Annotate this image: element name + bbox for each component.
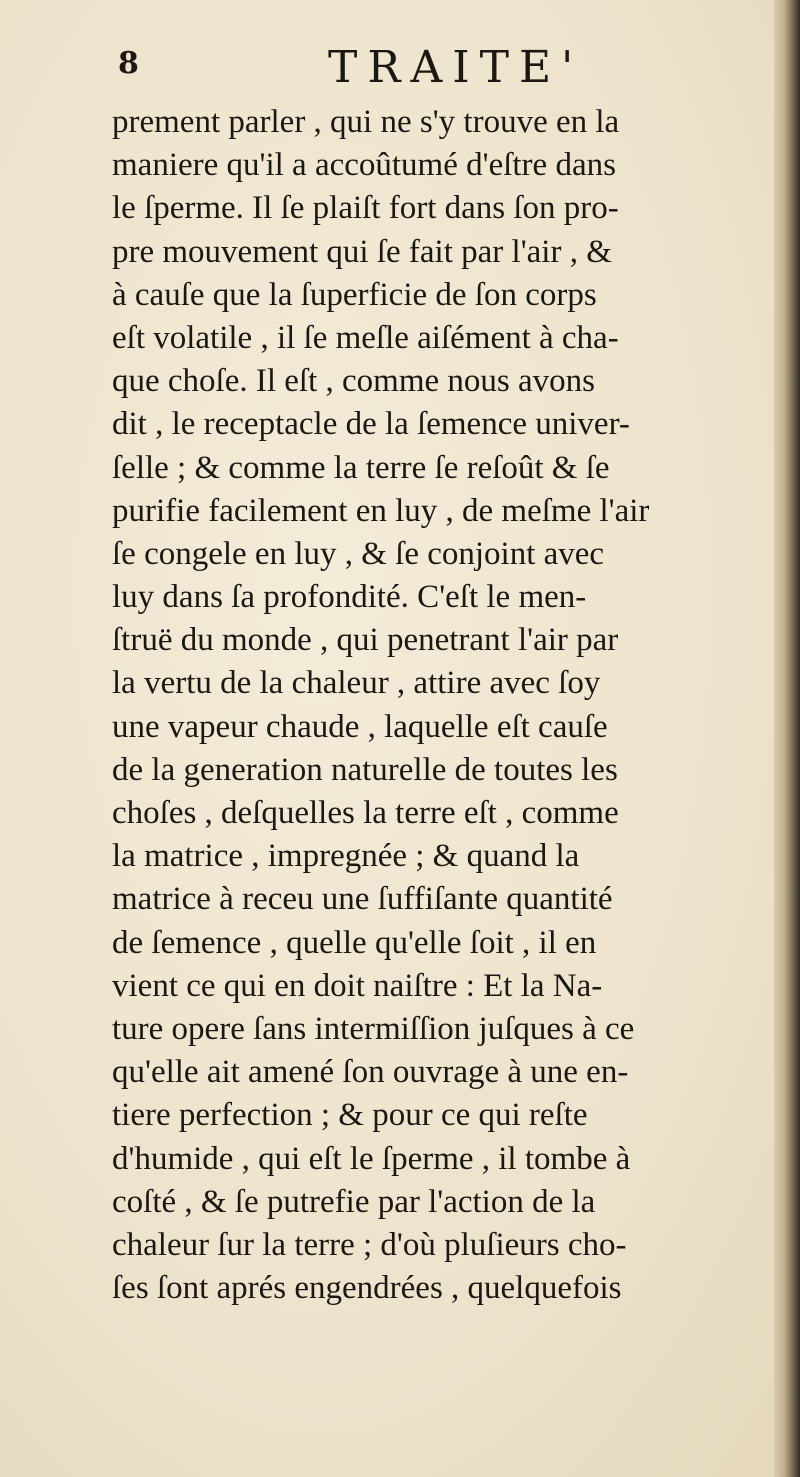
- text-line: maniere qu'il a accoûtumé d'eſtre dans: [112, 147, 616, 184]
- text-line: à cauſe que la ſuperficie de ſon corps: [112, 276, 597, 313]
- text-line: que choſe. Il eſt , comme nous avons: [112, 363, 595, 400]
- text-line: choſes , deſquelles la terre eſt , comme: [112, 795, 619, 831]
- text-line: vient ce qui en doit naiſtre : Et la Na-: [112, 967, 603, 1004]
- text-line: d'humide , qui eſt le ſperme , il tombe à: [112, 1140, 631, 1177]
- text-line: de ſemence , quelle qu'elle ſoit , il en: [112, 924, 597, 961]
- running-title: TRAITE': [328, 42, 584, 93]
- text-line: ture opere ſans intermiſſion juſques à ce: [112, 1010, 635, 1047]
- text-line: la vertu de la chaleur , attire avec ſoy: [112, 665, 601, 702]
- text-line: luy dans ſa profondité. C'eſt le men-: [112, 579, 587, 616]
- page-number: 8: [118, 46, 139, 81]
- text-line: tiere perfection ; & pour ce qui reſte: [112, 1097, 588, 1134]
- text-line: dit , le receptacle de la ſemence univer-: [112, 406, 630, 443]
- text-line: la matrice , impregnée ; & quand la: [112, 838, 580, 875]
- text-line: qu'elle ait amené ſon ouvrage à une en-: [112, 1054, 629, 1091]
- text-line: coſté , & ſe putrefie par l'action de la: [112, 1183, 596, 1220]
- text-line: eſt volatile , il ſe meſle aiſément à cha-: [112, 319, 619, 356]
- text-line: chaleur ſur la terre ; d'où pluſieurs cho-: [112, 1226, 627, 1263]
- text-line: une vapeur chaude , laquelle eſt cauſe: [112, 708, 608, 745]
- text-line: ſes ſont aprés engendrées , quelquefois: [112, 1270, 622, 1307]
- text-line: ſe congele en luy , & ſe conjoint avec: [112, 535, 605, 572]
- text-line: matrice à receu une ſuffiſante quantité: [112, 881, 613, 918]
- book-gutter-shadow: [774, 0, 800, 1477]
- text-line: ſtruë du monde , qui penetrant l'air par: [112, 622, 619, 659]
- text-line: ſelle ; & comme la terre ſe reſoût & ſe: [112, 449, 610, 486]
- text-line: prement parler , qui ne s'y trouve en la: [112, 104, 620, 140]
- text-line: pre mouvement qui ſe fait par l'air , &: [112, 233, 612, 270]
- text-line: de la generation naturelle de toutes les: [112, 751, 618, 788]
- page-header: [118, 42, 758, 98]
- text-line: purifie facilement en luy , de meſme l'air: [112, 492, 650, 529]
- text-line: le ſperme. Il ſe plaiſt fort dans ſon pro-: [112, 190, 619, 227]
- body-text: [112, 101, 767, 1310]
